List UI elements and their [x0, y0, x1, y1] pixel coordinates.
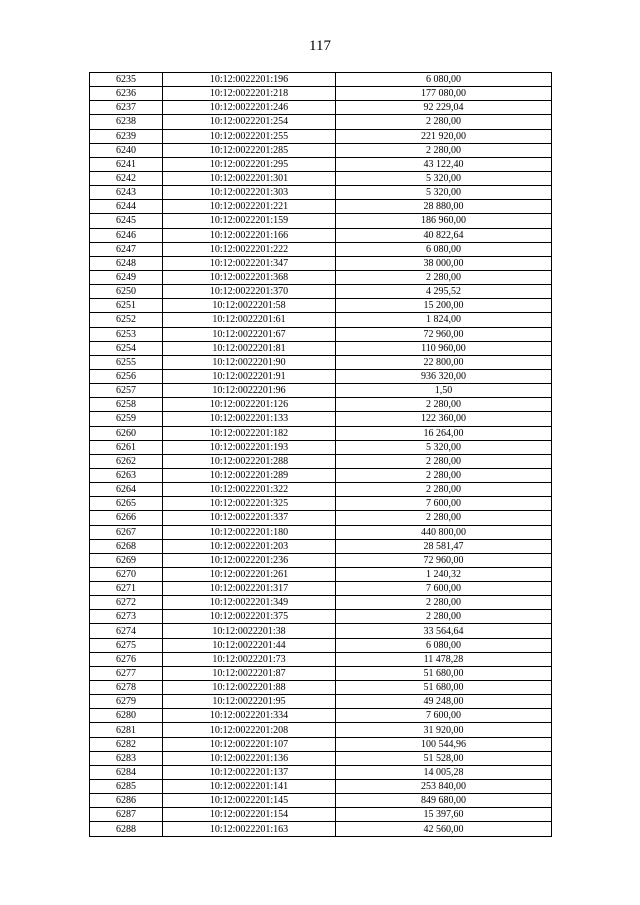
cadastral-number-cell: 10:12:0022201:347 — [163, 256, 336, 270]
cadastral-number-cell: 10:12:0022201:375 — [163, 610, 336, 624]
row-number-cell: 6263 — [90, 468, 163, 482]
table-row — [90, 270, 552, 284]
cadastral-number-cell: 10:12:0022201:261 — [163, 567, 336, 581]
table-row — [90, 454, 552, 468]
table-row — [90, 115, 552, 129]
amount-cell: 2 280,00 — [336, 454, 552, 468]
amount-cell: 110 960,00 — [336, 341, 552, 355]
row-number-cell: 6265 — [90, 497, 163, 511]
table-row — [90, 638, 552, 652]
cadastral-number-cell: 10:12:0022201:81 — [163, 341, 336, 355]
row-number-cell: 6267 — [90, 525, 163, 539]
amount-cell: 72 960,00 — [336, 327, 552, 341]
row-number-cell: 6277 — [90, 666, 163, 680]
amount-cell: 100 544,96 — [336, 737, 552, 751]
table-row — [90, 398, 552, 412]
row-number-cell: 6279 — [90, 695, 163, 709]
cadastral-number-cell: 10:12:0022201:222 — [163, 242, 336, 256]
table-row — [90, 666, 552, 680]
amount-cell: 7 600,00 — [336, 582, 552, 596]
cadastral-number-cell: 10:12:0022201:141 — [163, 780, 336, 794]
table-row — [90, 468, 552, 482]
table-row — [90, 497, 552, 511]
amount-cell: 5 320,00 — [336, 171, 552, 185]
amount-cell: 51 528,00 — [336, 751, 552, 765]
cadastral-number-cell: 10:12:0022201:107 — [163, 737, 336, 751]
table-row — [90, 171, 552, 185]
table-row — [90, 751, 552, 765]
amount-cell: 11 478,28 — [336, 652, 552, 666]
cadastral-number-cell: 10:12:0022201:208 — [163, 723, 336, 737]
row-number-cell: 6238 — [90, 115, 163, 129]
amount-cell: 7 600,00 — [336, 497, 552, 511]
row-number-cell: 6258 — [90, 398, 163, 412]
row-number-cell: 6246 — [90, 228, 163, 242]
amount-cell: 440 800,00 — [336, 525, 552, 539]
cadastral-number-cell: 10:12:0022201:221 — [163, 200, 336, 214]
amount-cell: 2 280,00 — [336, 511, 552, 525]
amount-cell: 5 320,00 — [336, 186, 552, 200]
cadastral-number-cell: 10:12:0022201:154 — [163, 808, 336, 822]
table-row — [90, 129, 552, 143]
amount-cell: 186 960,00 — [336, 214, 552, 228]
cadastral-number-cell: 10:12:0022201:163 — [163, 822, 336, 836]
cadastral-number-cell: 10:12:0022201:334 — [163, 709, 336, 723]
cadastral-number-cell: 10:12:0022201:88 — [163, 681, 336, 695]
cadastral-number-cell: 10:12:0022201:255 — [163, 129, 336, 143]
table-row — [90, 285, 552, 299]
page-number: 117 — [309, 38, 331, 54]
table-row — [90, 681, 552, 695]
amount-cell: 2 280,00 — [336, 610, 552, 624]
cadastral-number-cell: 10:12:0022201:301 — [163, 171, 336, 185]
row-number-cell: 6281 — [90, 723, 163, 737]
table-row — [90, 794, 552, 808]
table-row — [90, 228, 552, 242]
cadastral-number-cell: 10:12:0022201:182 — [163, 426, 336, 440]
table-row — [90, 723, 552, 737]
row-number-cell: 6254 — [90, 341, 163, 355]
amount-cell: 5 320,00 — [336, 440, 552, 454]
cadastral-number-cell: 10:12:0022201:370 — [163, 285, 336, 299]
row-number-cell: 6285 — [90, 780, 163, 794]
table-row — [90, 709, 552, 723]
cadastral-number-cell: 10:12:0022201:180 — [163, 525, 336, 539]
row-number-cell: 6274 — [90, 624, 163, 638]
row-number-cell: 6257 — [90, 384, 163, 398]
row-number-cell: 6262 — [90, 454, 163, 468]
table-row — [90, 596, 552, 610]
row-number-cell: 6239 — [90, 129, 163, 143]
row-number-cell: 6243 — [90, 186, 163, 200]
table-row — [90, 426, 552, 440]
amount-cell: 2 280,00 — [336, 398, 552, 412]
table-row — [90, 567, 552, 581]
cadastral-number-cell: 10:12:0022201:136 — [163, 751, 336, 765]
amount-cell: 51 680,00 — [336, 666, 552, 680]
cadastral-number-cell: 10:12:0022201:288 — [163, 454, 336, 468]
cadastral-number-cell: 10:12:0022201:44 — [163, 638, 336, 652]
table-row — [90, 200, 552, 214]
amount-cell: 221 920,00 — [336, 129, 552, 143]
amount-cell: 51 680,00 — [336, 681, 552, 695]
table-row — [90, 525, 552, 539]
row-number-cell: 6244 — [90, 200, 163, 214]
registry-table-body — [90, 73, 552, 837]
cadastral-number-cell: 10:12:0022201:317 — [163, 582, 336, 596]
amount-cell: 1 824,00 — [336, 313, 552, 327]
amount-cell: 33 564,64 — [336, 624, 552, 638]
cadastral-number-cell: 10:12:0022201:67 — [163, 327, 336, 341]
table-row — [90, 384, 552, 398]
cadastral-number-cell: 10:12:0022201:133 — [163, 412, 336, 426]
amount-cell: 28 880,00 — [336, 200, 552, 214]
row-number-cell: 6247 — [90, 242, 163, 256]
row-number-cell: 6240 — [90, 143, 163, 157]
row-number-cell: 6275 — [90, 638, 163, 652]
table-row — [90, 412, 552, 426]
cadastral-number-cell: 10:12:0022201:322 — [163, 483, 336, 497]
table-row — [90, 822, 552, 836]
row-number-cell: 6278 — [90, 681, 163, 695]
amount-cell: 2 280,00 — [336, 115, 552, 129]
row-number-cell: 6280 — [90, 709, 163, 723]
table-row — [90, 808, 552, 822]
amount-cell: 1 240,32 — [336, 567, 552, 581]
row-number-cell: 6249 — [90, 270, 163, 284]
amount-cell: 6 080,00 — [336, 242, 552, 256]
amount-cell: 6 080,00 — [336, 73, 552, 87]
amount-cell: 849 680,00 — [336, 794, 552, 808]
amount-cell: 14 005,28 — [336, 765, 552, 779]
cadastral-number-cell: 10:12:0022201:91 — [163, 369, 336, 383]
cadastral-number-cell: 10:12:0022201:325 — [163, 497, 336, 511]
table-row — [90, 737, 552, 751]
table-row — [90, 652, 552, 666]
table-row — [90, 539, 552, 553]
cadastral-number-cell: 10:12:0022201:95 — [163, 695, 336, 709]
cadastral-number-cell: 10:12:0022201:90 — [163, 355, 336, 369]
amount-cell: 122 360,00 — [336, 412, 552, 426]
cadastral-number-cell: 10:12:0022201:218 — [163, 87, 336, 101]
cadastral-number-cell: 10:12:0022201:38 — [163, 624, 336, 638]
cadastral-number-cell: 10:12:0022201:137 — [163, 765, 336, 779]
row-number-cell: 6242 — [90, 171, 163, 185]
table-row — [90, 610, 552, 624]
cadastral-number-cell: 10:12:0022201:254 — [163, 115, 336, 129]
cadastral-number-cell: 10:12:0022201:368 — [163, 270, 336, 284]
amount-cell: 40 822,64 — [336, 228, 552, 242]
amount-cell: 72 960,00 — [336, 553, 552, 567]
row-number-cell: 6236 — [90, 87, 163, 101]
row-number-cell: 6241 — [90, 157, 163, 171]
table-row — [90, 765, 552, 779]
table-row — [90, 73, 552, 87]
table-row — [90, 440, 552, 454]
amount-cell: 38 000,00 — [336, 256, 552, 270]
cadastral-number-cell: 10:12:0022201:58 — [163, 299, 336, 313]
amount-cell: 28 581,47 — [336, 539, 552, 553]
row-number-cell: 6248 — [90, 256, 163, 270]
amount-cell: 49 248,00 — [336, 695, 552, 709]
cadastral-number-cell: 10:12:0022201:289 — [163, 468, 336, 482]
cadastral-number-cell: 10:12:0022201:87 — [163, 666, 336, 680]
table-row — [90, 256, 552, 270]
table-row — [90, 87, 552, 101]
row-number-cell: 6284 — [90, 765, 163, 779]
table-row — [90, 483, 552, 497]
table-row — [90, 511, 552, 525]
cadastral-number-cell: 10:12:0022201:126 — [163, 398, 336, 412]
row-number-cell: 6250 — [90, 285, 163, 299]
table-row — [90, 553, 552, 567]
row-number-cell: 6271 — [90, 582, 163, 596]
table-row — [90, 101, 552, 115]
cadastral-number-cell: 10:12:0022201:96 — [163, 384, 336, 398]
cadastral-number-cell: 10:12:0022201:303 — [163, 186, 336, 200]
row-number-cell: 6261 — [90, 440, 163, 454]
table-row — [90, 695, 552, 709]
amount-cell: 2 280,00 — [336, 270, 552, 284]
amount-cell: 31 920,00 — [336, 723, 552, 737]
cadastral-number-cell: 10:12:0022201:145 — [163, 794, 336, 808]
table-row — [90, 313, 552, 327]
row-number-cell: 6287 — [90, 808, 163, 822]
row-number-cell: 6255 — [90, 355, 163, 369]
table-row — [90, 369, 552, 383]
amount-cell: 7 600,00 — [336, 709, 552, 723]
cadastral-number-cell: 10:12:0022201:285 — [163, 143, 336, 157]
row-number-cell: 6270 — [90, 567, 163, 581]
cadastral-number-cell: 10:12:0022201:73 — [163, 652, 336, 666]
cadastral-number-cell: 10:12:0022201:236 — [163, 553, 336, 567]
row-number-cell: 6286 — [90, 794, 163, 808]
table-row — [90, 355, 552, 369]
amount-cell: 15 200,00 — [336, 299, 552, 313]
row-number-cell: 6266 — [90, 511, 163, 525]
row-number-cell: 6259 — [90, 412, 163, 426]
row-number-cell: 6260 — [90, 426, 163, 440]
amount-cell: 6 080,00 — [336, 638, 552, 652]
cadastral-number-cell: 10:12:0022201:203 — [163, 539, 336, 553]
cadastral-number-cell: 10:12:0022201:349 — [163, 596, 336, 610]
amount-cell: 253 840,00 — [336, 780, 552, 794]
cadastral-number-cell: 10:12:0022201:193 — [163, 440, 336, 454]
table-row — [90, 143, 552, 157]
table-row — [90, 299, 552, 313]
amount-cell: 936 320,00 — [336, 369, 552, 383]
amount-cell: 4 295,52 — [336, 285, 552, 299]
amount-cell: 2 280,00 — [336, 143, 552, 157]
row-number-cell: 6269 — [90, 553, 163, 567]
table-row — [90, 157, 552, 171]
amount-cell: 42 560,00 — [336, 822, 552, 836]
amount-cell: 2 280,00 — [336, 596, 552, 610]
cadastral-number-cell: 10:12:0022201:295 — [163, 157, 336, 171]
amount-cell: 43 122,40 — [336, 157, 552, 171]
cadastral-number-cell: 10:12:0022201:337 — [163, 511, 336, 525]
amount-cell: 177 080,00 — [336, 87, 552, 101]
row-number-cell: 6253 — [90, 327, 163, 341]
amount-cell: 15 397,60 — [336, 808, 552, 822]
cadastral-number-cell: 10:12:0022201:246 — [163, 101, 336, 115]
row-number-cell: 6256 — [90, 369, 163, 383]
amount-cell: 1,50 — [336, 384, 552, 398]
row-number-cell: 6237 — [90, 101, 163, 115]
registry-table — [89, 72, 552, 837]
table-row — [90, 582, 552, 596]
row-number-cell: 6283 — [90, 751, 163, 765]
table-row — [90, 780, 552, 794]
row-number-cell: 6251 — [90, 299, 163, 313]
table-row — [90, 214, 552, 228]
amount-cell: 92 229,04 — [336, 101, 552, 115]
table-row — [90, 186, 552, 200]
row-number-cell: 6235 — [90, 73, 163, 87]
row-number-cell: 6272 — [90, 596, 163, 610]
cadastral-number-cell: 10:12:0022201:159 — [163, 214, 336, 228]
row-number-cell: 6273 — [90, 610, 163, 624]
amount-cell: 16 264,00 — [336, 426, 552, 440]
cadastral-number-cell: 10:12:0022201:196 — [163, 73, 336, 87]
row-number-cell: 6288 — [90, 822, 163, 836]
row-number-cell: 6252 — [90, 313, 163, 327]
row-number-cell: 6268 — [90, 539, 163, 553]
table-row — [90, 624, 552, 638]
row-number-cell: 6245 — [90, 214, 163, 228]
cadastral-number-cell: 10:12:0022201:61 — [163, 313, 336, 327]
table-row — [90, 327, 552, 341]
amount-cell: 2 280,00 — [336, 468, 552, 482]
cadastral-number-cell: 10:12:0022201:166 — [163, 228, 336, 242]
amount-cell: 2 280,00 — [336, 483, 552, 497]
table-row — [90, 242, 552, 256]
table-row — [90, 341, 552, 355]
row-number-cell: 6264 — [90, 483, 163, 497]
row-number-cell: 6276 — [90, 652, 163, 666]
amount-cell: 22 800,00 — [336, 355, 552, 369]
row-number-cell: 6282 — [90, 737, 163, 751]
